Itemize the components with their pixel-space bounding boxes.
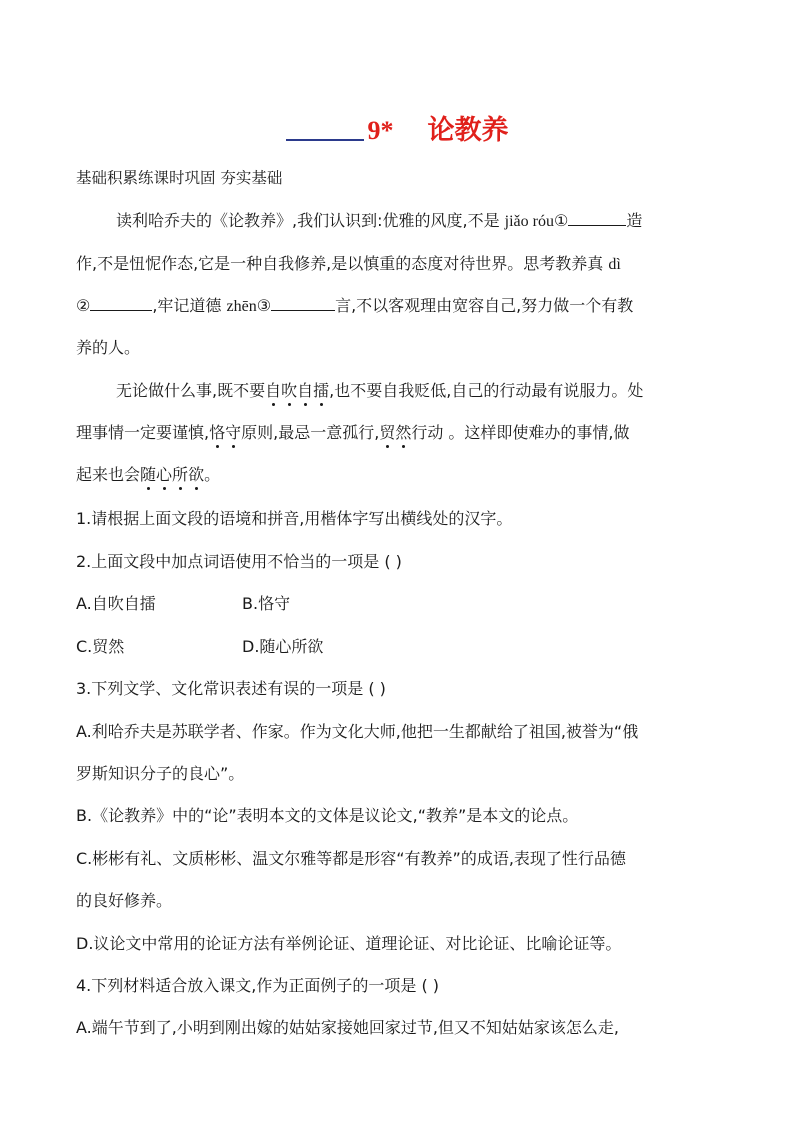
passage-text: 无论做什么事,既不要 (116, 381, 266, 400)
pinyin: dì (608, 256, 621, 273)
passage-text: ,也不要自我贬低,自己的行动最有说服力。处 (329, 381, 644, 400)
blank-marker: ② (76, 298, 91, 315)
passage-text: 作,不是忸怩作态,它是一种自我修养,是以慎重的态度对待世界。思考教养真 (76, 254, 609, 273)
dotted-word-3: 贸然 (379, 423, 412, 442)
passage-line (76, 253, 722, 276)
passage-text: 养的人。 (76, 338, 141, 357)
passage-text: 起来也会 (76, 465, 141, 484)
passage-text: 理事情一定要谨慎, (76, 423, 210, 442)
passage-text: 言,不以客观理由宽容自己,努力做一个有教 (335, 296, 634, 315)
passage-text: 行动 。这样即使难办的事情,做 (411, 423, 630, 442)
question-3-option-c[interactable]: C.彬彬有礼、文质彬彬、温文尔雅等都是形容“有教养”的成语,表现了性行品德 (76, 849, 626, 868)
passage-text: 读利哈乔夫的《论教养》,我们认识到:优雅的风度,不是 (116, 211, 505, 230)
dotted-word-1: 自吹自擂 (265, 381, 330, 400)
dotted-word-4: 随心所欲 (140, 465, 205, 484)
fill-blank-3[interactable] (271, 295, 335, 311)
blank-marker: ① (553, 213, 569, 230)
section-heading: 基础积累练课时巩固 夯实基础 (76, 169, 283, 187)
passage-line (116, 380, 722, 402)
option-a[interactable]: A.自吹自擂 (76, 594, 156, 613)
fill-blank-1[interactable] (568, 210, 626, 226)
passage-line (116, 210, 722, 233)
dotted-word-2: 恪守 (209, 423, 242, 442)
question-4: 4.下列材料适合放入课文,作为正面例子的一项是 ( ) (76, 976, 440, 995)
lesson-number: 9* (367, 116, 394, 145)
question-2: 2.上面文段中加点词语使用不恰当的一项是 ( ) (76, 552, 402, 571)
option-c[interactable]: C.贸然 (76, 637, 125, 656)
title-blank-line (286, 115, 364, 141)
fill-blank-2[interactable] (90, 295, 152, 311)
question-3-option-a[interactable]: A.利哈乔夫是苏联学者、作家。作为文化大师,他把一生都献给了祖国,被誉为“俄 (76, 722, 639, 741)
question-3-option-c-cont[interactable]: 的良好修养。 (76, 891, 173, 910)
question-2-options-row-1 (76, 593, 722, 615)
passage-line (76, 422, 722, 444)
passage-line (76, 295, 722, 318)
passage-text: ,牢记道德 (152, 296, 227, 315)
passage-line (76, 337, 722, 359)
question-3-option-b[interactable]: B.《论教养》中的“论”表明本文的文体是议论文,“教养”是本文的论点。 (76, 806, 579, 825)
question-1: 1.请根据上面文段的语境和拼音,用楷体字写出横线处的汉字。 (76, 509, 513, 528)
question-3-option-d[interactable]: D.议论文中常用的论证方法有举例论证、道理论证、对比论证、比喻论证等。 (76, 934, 622, 953)
pinyin: jiǎo róu (504, 213, 554, 230)
passage-text: 造 (626, 211, 643, 230)
pinyin: zhēn (226, 298, 257, 315)
lesson-title (0, 108, 794, 148)
passage-text: 。 (204, 465, 221, 484)
passage-line (76, 464, 722, 486)
option-b[interactable]: B.恪守 (242, 594, 291, 613)
question-3-option-a-cont[interactable]: 罗斯知识分子的良心”。 (76, 764, 245, 783)
question-2-options-row-2 (76, 636, 722, 658)
passage-text: 原则,最忌一意孤行, (241, 423, 380, 442)
question-3: 3.下列文学、文化常识表述有误的一项是 ( ) (76, 679, 386, 698)
blank-marker: ③ (256, 298, 272, 315)
question-4-option-a[interactable]: A.端午节到了,小明到刚出嫁的姑姑家接她回家过节,但又不知姑姑家该怎么走, (76, 1018, 620, 1037)
option-d[interactable]: D.随心所欲 (242, 637, 324, 656)
lesson-name: 论教养 (427, 115, 509, 146)
